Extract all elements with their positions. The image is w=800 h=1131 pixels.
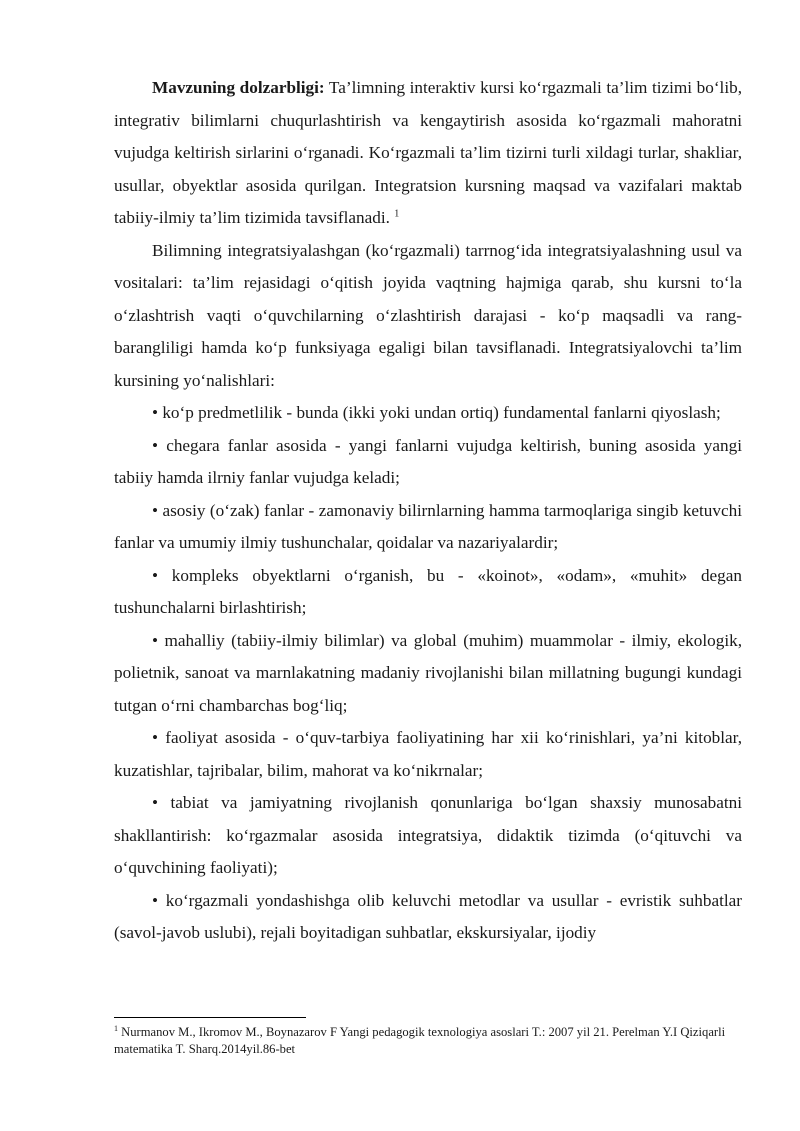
intro-text: Ta’limning interaktiv kursi ko‘rgazmali ta’lim tizimi bo‘lib, integrativ bilimlarni chuqurlashtirish va kengaytirish asosida ko‘rgazmali mahoratni vujudga keltirish sirlarini o‘rganadi. Ko‘rgazmali ta’lim tizirni turli xildagi turlar, shakliar, usullar, obyektlar asosida qurilgan. Integratsion kursning maqsad va vazifalari maktab tabiiy-ilmiy ta’lim tizimida tavsiflanadi. <box>114 78 742 227</box>
list-item-methods: • ko‘rgazmali yondashishga olib keluvchi metodlar va usullar - evristik suhbatlar (savol-javob uslubi), rejali boyitadigan suhbatlar, ekskursiyalar, ijodiy <box>114 890 742 942</box>
footnote-text: Nurmanov M., Ikromov M., Boynazarov F Yangi pedagogik texnologiya asoslari T.: 2007 yil 21. Perelman Y.I Qiziqarli matematika T. Sharq.2014yil.86-bet <box>114 1025 726 1056</box>
list-item-border-sciences: • chegara fanlar asosida - yangi fanlarni vujudga keltirish, buning asosida yangi tabiiy hamda ilrniy fanlar vujudga keladi; <box>114 435 742 487</box>
section-heading: Mavzuning dolzarbligi: <box>152 78 325 97</box>
list-item-core-sciences: • asosiy (o‘zak) fanlar - zamonaviy bilirnlarning hamma tarmoqlariga singib ketuvchi fanlar va umumiy ilmiy tushunchalar, qoidalar va nazariyalardir; <box>114 500 742 552</box>
footnote-reference: 1 <box>394 208 400 220</box>
list-item-complex-objects: • kompleks obyektlarni o‘rganish, bu - «koinot», «odam», «muhit» degan tushunchalarni birlashtirish; <box>114 565 742 617</box>
list-item-activity: • faoliyat asosida - o‘quv-tarbiya faoliyatining har xii ko‘rinishlari, ya’ni kitoblar, kuzatishlar, tajribalar, bilim, mahorat va ko‘nikrnalar; <box>114 728 742 780</box>
document-body <box>114 72 742 950</box>
footnote-divider <box>114 1017 306 1018</box>
intro-paragraph <box>114 72 742 235</box>
list-item-local-global: • mahalliy (tabiiy-ilmiy bilimlar) va global (muhim) muammolar - ilmiy, ekologik, polietnik, sanoat va marnlakatning madaniy rivojlanishi bilan millatning bugungi kundagi tutgan o‘rni chambarchas bog‘liq; <box>114 630 742 715</box>
footnote <box>114 1024 742 1057</box>
list-item-multisubject: • ko‘p predmetlilik - bunda (ikki yoki undan ortiq) fundamental fanlarni qiyoslash; <box>152 403 721 422</box>
footnote-mark: 1 <box>114 1023 118 1033</box>
paragraph-methods: Bilimning integratsiyalashgan (ko‘rgazmali) tarrnog‘ida integratsiyalashning usul va vositalari: ta’lim rejasidagi o‘qitish joyida vaqtning hajmiga qarab, shu kursni to‘la o‘zlashtrish vaqti o‘quvchilarning o‘zlashtirish darajasi - ko‘p maqsadli va rang-barangliligi hamda ko‘p funksiyaga egaligi bilan tavsiflanadi. Integratsiyalovchi ta’lim kursining yo‘nalishlari: <box>114 240 742 390</box>
list-item-nature-society: • tabiat va jamiyatning rivojlanish qonunlariga bo‘lgan shaxsiy munosabatni shakllantirish: ko‘rgazmalar asosida integratsiya, didaktik tizimda (o‘qituvchi va o‘quvchining faoliyati); <box>114 793 742 877</box>
